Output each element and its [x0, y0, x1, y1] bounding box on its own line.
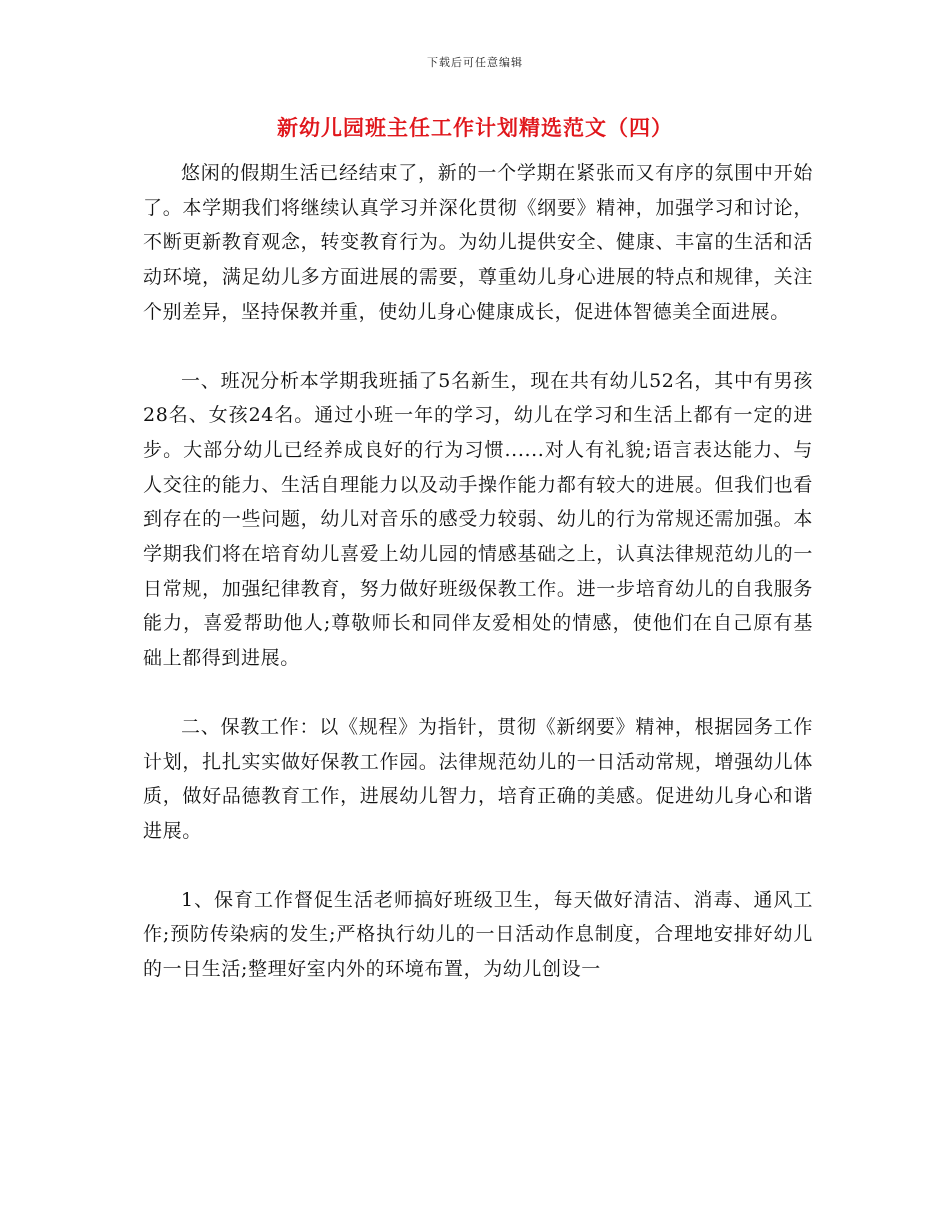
document-title: 新幼儿园班主任工作计划精选范文（四）	[277, 115, 673, 140]
header-note: 下载后可任意编辑	[427, 56, 523, 69]
paragraph-intro: 悠闲的假期生活已经结束了，新的一个学期在紧张而又有序的氛围中开始了。本学期我们将继续认真学习并深化贯彻《纲要》精神，加强学习和讨论，不断更新教育观念，转变教育行为。为幼儿提供安全、健康、丰富的生活和活动环境，满足幼儿多方面进展的需要，尊重幼儿身心进展的特点和规律，关注个别差异，坚持保教并重，使幼儿身心健康成长，促进体智德美全面进展。	[143, 162, 813, 323]
document-body	[143, 156, 813, 1021]
paragraph-care-education: 二、保教工作：以《规程》为指针，贯彻《新纲要》精神，根据园务工作计划，扎扎实实做好保教工作园。法律规范幼儿的一日活动常规，增强幼儿体质，做好品德教育工作，进展幼儿智力，培育正确的美感。促进幼儿身心和谐进展。	[143, 715, 813, 842]
paragraph-care-work: 1、保育工作督促生活老师搞好班级卫生，每天做好清洁、消毒、通风工作;预防传染病的发生;严格执行幼儿的一日活动作息制度，合理地安排好幼儿的一日生活;整理好室内外的环境布置，为幼儿创设一	[143, 888, 813, 981]
paragraph-class-analysis: 一、班况分析本学期我班插了5名新生，现在共有幼儿52名，其中有男孩28名、女孩24名。通过小班一年的学习，幼儿在学习和生活上都有一定的进步。大部分幼儿已经养成良好的行为习惯......对人有礼貌;语言表达能力、与人交往的能力、生活自理能力以及动手操作能力都有较大的进展。但我们也看到存在的一些问题，幼儿对音乐的感受力较弱、幼儿的行为常规还需加强。本学期我们将在培育幼儿喜爱上幼儿园的情感基础之上，认真法律规范幼儿的一日常规，加强纪律教育，努力做好班级保教工作。进一步培育幼儿的自我服务能力，喜爱帮助他人;尊敬师长和同伴友爱相处的情感，使他们在自己原有基础上都得到进展。	[143, 369, 813, 670]
